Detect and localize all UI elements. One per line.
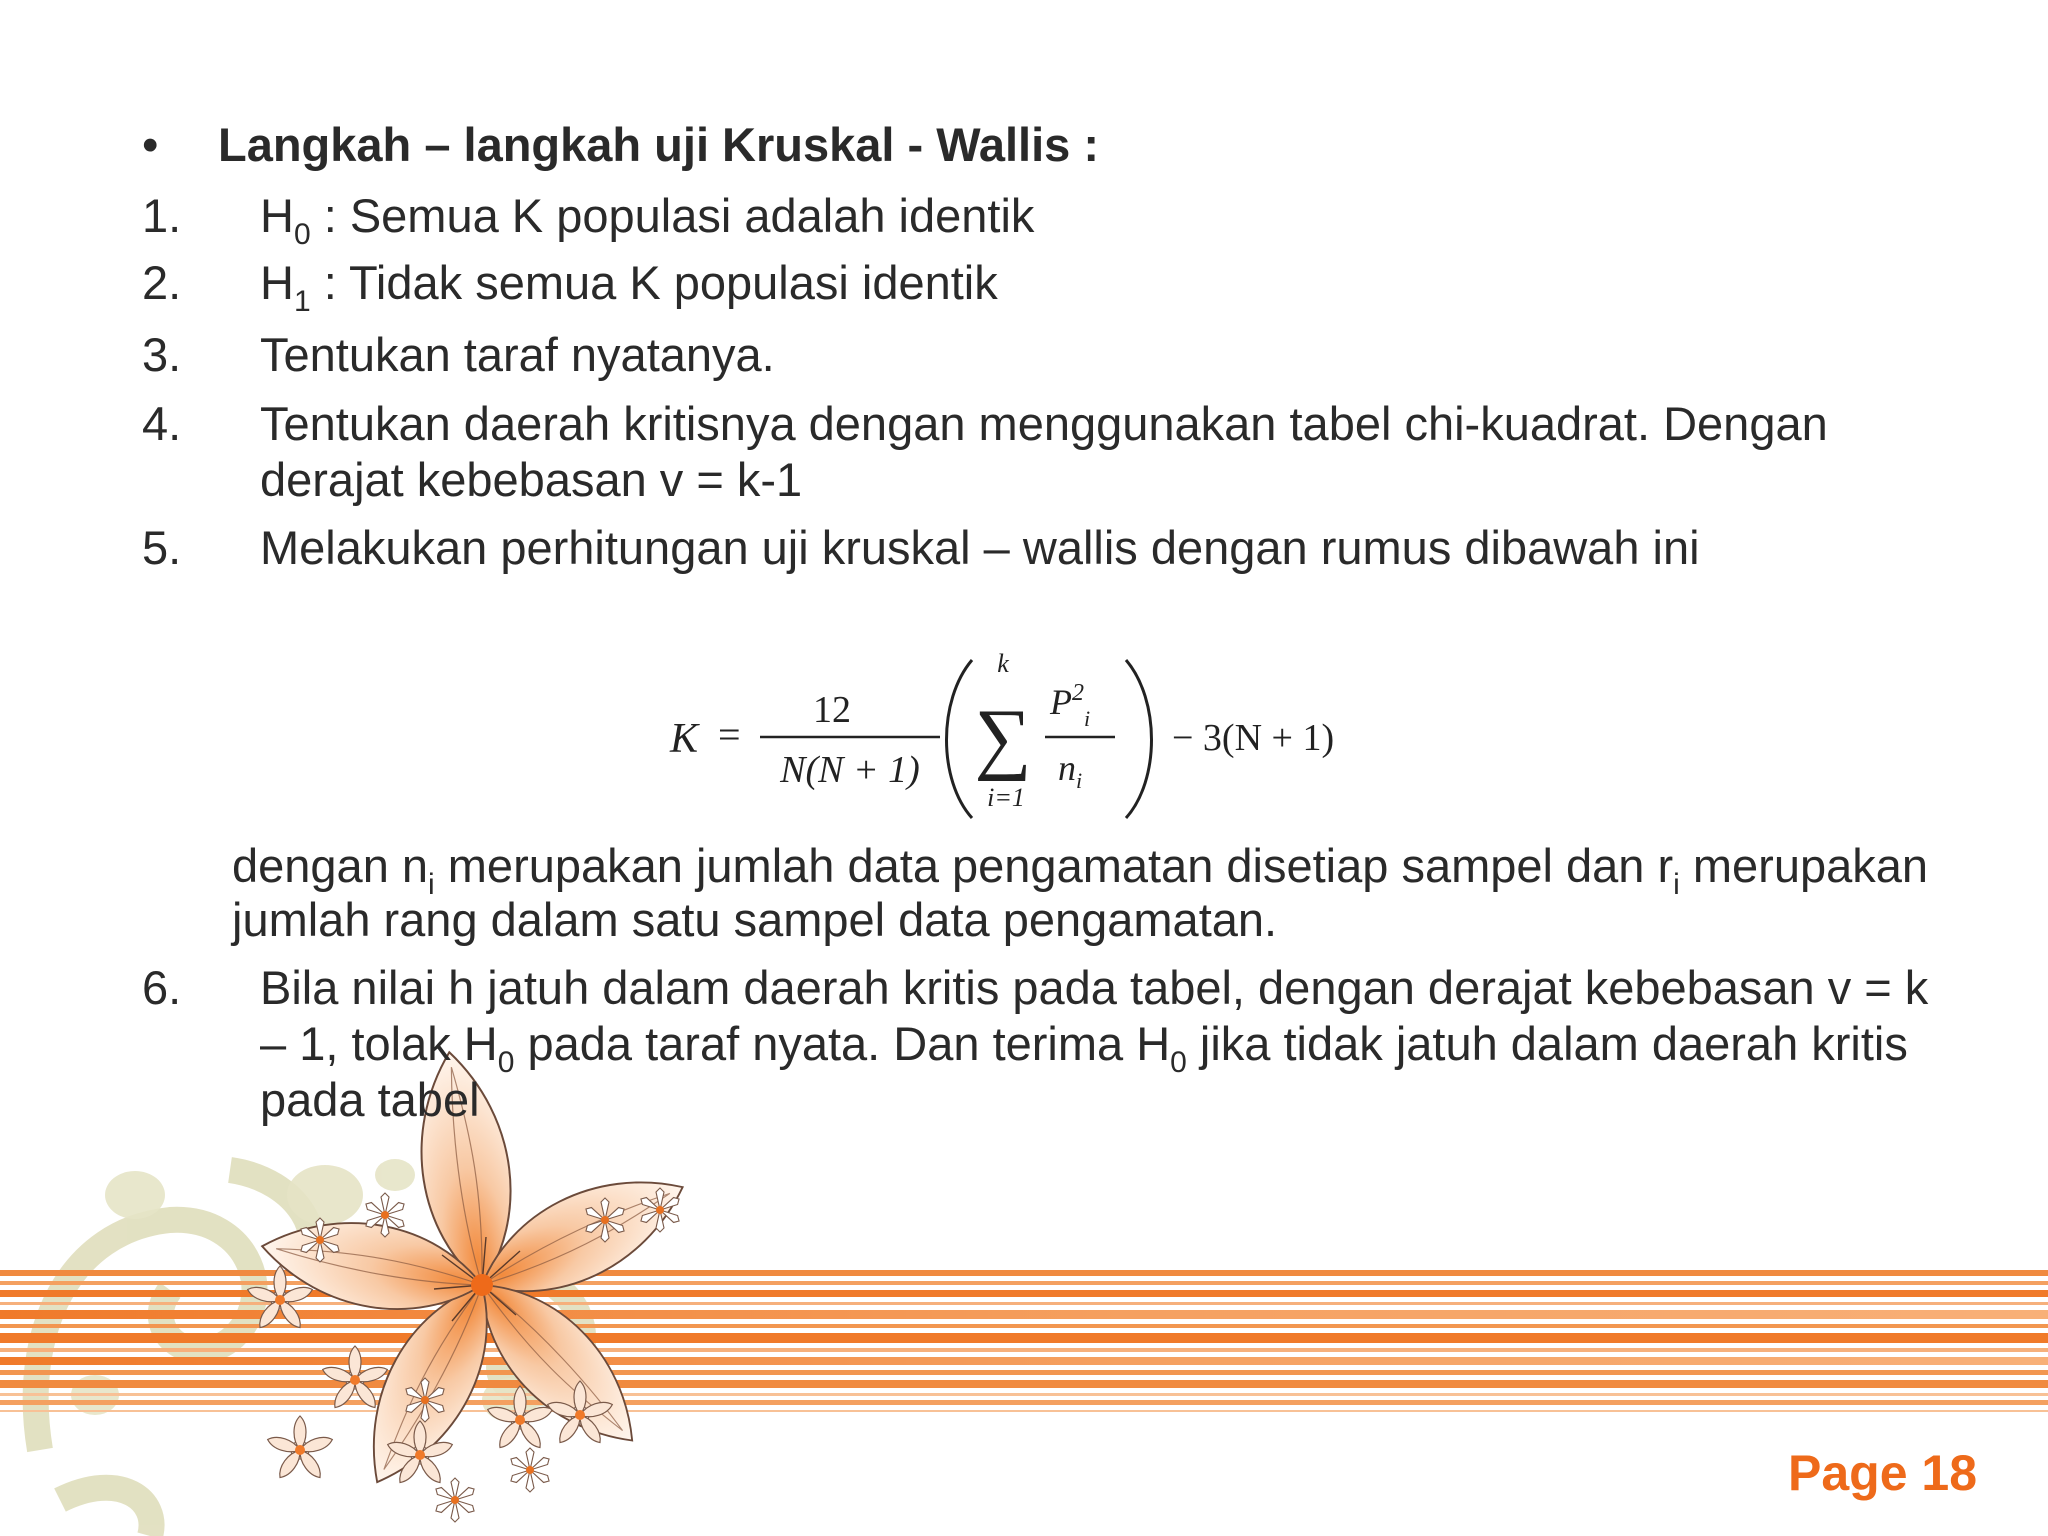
heading-bullet: • (142, 118, 159, 171)
step-number: 5. (142, 521, 182, 574)
step-text: $H_1$ : Tidak semua K populasi identik (260, 256, 998, 318)
step-text: $H_0$ : Semua K populasi adalah identik (260, 189, 1035, 251)
step-text: Tentukan taraf nyatanya. (260, 328, 775, 381)
sum-upper-limit: k (997, 649, 1009, 678)
step-text-line2: derajat kebebasan v = k-1 (260, 453, 803, 506)
left-paren (947, 660, 973, 818)
step-number: 2. (142, 256, 182, 309)
step-text-line1: Tentukan daerah kritisnya dengan menggunakan tabel chi-kuadrat. Dengan (260, 397, 1828, 450)
formula-numerator: 12 (813, 689, 851, 731)
explanation-line2: jumlah rang dalam satu sampel data pengamatan. (232, 893, 1278, 946)
step-number: 4. (142, 397, 182, 450)
kruskal-wallis-formula (660, 640, 1380, 830)
formula-tail: − 3(N + 1) (1172, 717, 1335, 759)
sum-sign: ∑ (974, 694, 1032, 782)
step-number: 1. (142, 189, 182, 242)
step-text: Melakukan perhitungan uji kruskal – wallis dengan rumus dibawah ini (260, 521, 1700, 574)
explanation-line1: dengan $n_i$ merupakan jumlah data pengamatan disetiap sampel dan $r_i$ merupakan (232, 839, 1929, 901)
formula-lhs: K (670, 716, 699, 762)
step6-line2: – 1, tolak $H_0$ pada taraf nyata. Dan terima $H_0$ jika tidak jatuh dalam daerah kritis (260, 1017, 1908, 1079)
inner-denominator: $n_i$ (1058, 748, 1083, 793)
page-number: Page 18 (1788, 1445, 1978, 1501)
formula-equals: = (718, 712, 741, 757)
sum-lower-limit: i=1 (987, 783, 1025, 812)
step-text-line1: Bila nilai h jatuh dalam daerah kritis pada tabel, dengan derajat kebebasan v = k (260, 961, 1929, 1014)
heading: Langkah – langkah uji Kruskal - Wallis : (218, 118, 1100, 171)
step-number: 6. (142, 961, 182, 1014)
inner-numerator: $P^2_i$ (1050, 680, 1091, 731)
step6-line3: pada tabel (260, 1073, 480, 1126)
step-number: 3. (142, 328, 182, 381)
right-paren (1126, 660, 1152, 818)
formula-denominator: N(N + 1) (780, 749, 920, 791)
